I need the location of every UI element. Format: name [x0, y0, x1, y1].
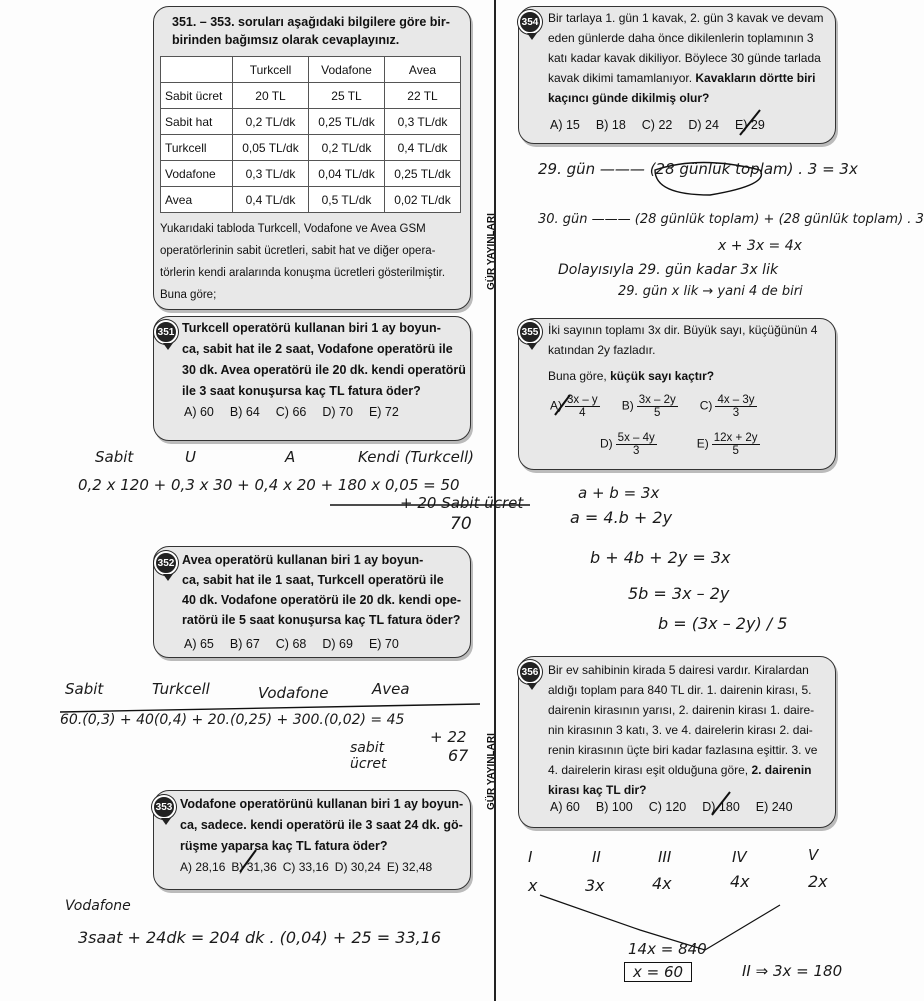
option-label: E): [696, 436, 709, 451]
question-352-badge: 352: [154, 551, 178, 575]
option-e[interactable]: E) 240: [755, 800, 793, 814]
intro-header-1: 351. – 353. soruları aşağıdaki bilgilere göre bir-: [172, 15, 450, 29]
question-line: eden günlerde daha önce dikilenlerin toplamının 3: [548, 31, 814, 45]
hw351-label-sabit: Sabit: [95, 448, 134, 466]
question-356-badge: 356: [518, 660, 542, 684]
question-line: aldığı toplam para 840 TL dir. 1. dairenin kirası, 5.: [548, 683, 812, 697]
table-cell: 0,02 TL/dk: [385, 187, 461, 213]
hw352-label-vodafone: Vodafone: [258, 684, 329, 702]
option-numerator: 3x – y: [567, 394, 598, 406]
hw352-plus: + 22: [430, 728, 467, 746]
intro-desc-line: törlerin kendi aralarında konuşma ücretleri gösterilmiştir.: [160, 267, 446, 279]
hw356-val-1: x: [528, 876, 538, 895]
hw351-plus: + 20 Sabit ücret: [400, 494, 524, 512]
option-b[interactable]: B) 18: [595, 118, 626, 132]
table-cell: 20 TL: [233, 83, 309, 109]
side-label-bottom: GÜR YAYINLARI: [486, 733, 497, 810]
table-cell: 0,4 TL/dk: [233, 187, 309, 213]
question-line: ratörü ile 5 saat konuşursa kaç TL fatura öder?: [182, 613, 461, 627]
option-numerator: 3x – 2y: [638, 394, 676, 406]
question-line: Bir ev sahibinin kirada 5 dairesi vardır. Kiralardan: [548, 663, 809, 677]
question-bold-tail: 2. dairenin: [751, 763, 812, 777]
option-c[interactable]: C) 66: [275, 405, 307, 419]
table-cell: 0,04 TL/dk: [309, 161, 385, 187]
hw355-l2: a = 4.b + 2y: [570, 508, 673, 527]
question-line: katından 2y fazladır.: [548, 343, 656, 357]
option-numerator: 4x – 3y: [717, 394, 755, 406]
hw351-total: 70: [450, 514, 472, 534]
question-line: ca, sabit hat ile 1 saat, Turkcell operatörü ile: [182, 573, 444, 587]
mark-353: [240, 850, 256, 872]
option-e[interactable]: E) 29: [734, 118, 765, 132]
option-label: C): [699, 398, 713, 413]
hw354-line4: 29. gün x lik → yani 4 de biri: [618, 284, 803, 299]
hw355-l3: b + 4b + 2y = 3x: [590, 548, 731, 567]
question-355-badge: 355: [518, 320, 542, 344]
hw352-expression: 60.(0,3) + 40(0,4) + 20.(0,25) + 300.(0,02) = 45: [60, 712, 405, 728]
table-header-avea: Avea: [385, 57, 461, 83]
hw354-line3: Dolayısıyla 29. gün kadar 3x lik: [558, 262, 779, 278]
question-line: rüşme yaparsa kaç TL fatura öder?: [180, 839, 388, 853]
table-cell: 22 TL: [385, 83, 461, 109]
option-c[interactable]: C) 22: [641, 118, 673, 132]
line-352: [60, 704, 480, 712]
option-denominator: 4: [579, 407, 586, 419]
question-line: ca, sadece. kendi operatörü ile 3 saat 24 dk. gö-: [180, 818, 463, 832]
table-cell: Turkcell: [161, 135, 233, 161]
hw353-expression: 3saat + 24dk = 204 dk . (0,04) + 25 = 33,16: [78, 928, 442, 947]
question-line: İki sayının toplamı 3x dir. Büyük sayı, küçüğünün 4: [548, 323, 818, 337]
table-cell: 0,25 TL/dk: [309, 109, 385, 135]
hw356-answer: II ⇒ 3x = 180: [742, 962, 843, 980]
option-c[interactable]: C) 68: [275, 637, 307, 651]
hw354-line2: 30. gün ——— (28 günlük toplam) + (28 günlük toplam) . 3: [538, 212, 924, 227]
hw351-label-a: A: [285, 448, 296, 466]
option-numerator: 12x + 2y: [713, 432, 758, 444]
hw356-val-4: 4x: [730, 872, 750, 891]
question-line: Avea operatörü kullanan biri 1 ay boyun-: [182, 553, 424, 567]
hw355-l1: a + b = 3x: [578, 484, 660, 502]
table-cell: Sabit hat: [161, 109, 233, 135]
table-cell: 0,4 TL/dk: [385, 135, 461, 161]
question-line: 4. dairelerin kirası eşit olduğuna göre,: [548, 763, 749, 777]
question-351-badge: 351: [154, 320, 178, 344]
hw352-label-turkcell: Turkcell: [152, 680, 210, 698]
question-line: ca, sabit hat ile 2 saat, Vodafone operatörü ile: [182, 342, 453, 356]
table-cell: 0,2 TL/dk: [233, 109, 309, 135]
intro-header-2: birinden bağımsız olarak cevaplayınız.: [172, 33, 400, 47]
hw354-line1: 29. gün ——— (28 günlük toplam) . 3 = 3x: [538, 160, 858, 178]
table-cell: 0,3 TL/dk: [385, 109, 461, 135]
table-header-vodafone: Vodafone: [309, 57, 385, 83]
hw356-roman-1: I: [528, 848, 533, 866]
hw351-label-kendi: Kendi (Turkcell): [358, 448, 475, 466]
table-cell: 25 TL: [309, 83, 385, 109]
hw356-roman-3: III: [658, 848, 672, 866]
hw356-val-3: 4x: [652, 874, 672, 893]
table-cell: 0,05 TL/dk: [233, 135, 309, 161]
option-d[interactable]: D) 30,24: [334, 860, 381, 874]
hw351-expression: 0,2 x 120 + 0,3 x 30 + 0,4 x 20 + 180 x 0,05 = 50: [78, 476, 460, 494]
option-d[interactable]: D) 24: [688, 118, 719, 132]
option-label: A): [550, 398, 562, 413]
option-denominator: 5: [654, 407, 661, 419]
intro-desc-line: Buna göre;: [160, 289, 217, 301]
question-line: Bir tarlaya 1. gün 1 kavak, 2. gün 3 kavak ve devam: [548, 11, 824, 25]
option-label: D): [600, 436, 613, 451]
option-e[interactable]: E) 70: [368, 637, 399, 651]
hw356-val-2: 3x: [585, 876, 605, 895]
mark-355: [555, 395, 570, 415]
option-denominator: 3: [732, 407, 740, 419]
option-b[interactable]: B) 31,36: [231, 860, 277, 874]
option-a[interactable]: A) 28,16: [180, 860, 226, 874]
intro-desc-line: operatörlerinin sabit ücretleri, sabit hat ve diğer opera-: [160, 245, 436, 257]
option-a[interactable]: A) 60: [550, 800, 580, 814]
question-line: 40 dk. Vodafone operatörü ile 20 dk. kendi ope-: [182, 593, 461, 607]
question-line: kavak dikimi tamamlanıyor.: [548, 71, 693, 85]
hw352-total: 67: [448, 746, 469, 765]
hw356-roman-2: II: [592, 848, 601, 866]
option-e[interactable]: E) 72: [368, 405, 399, 419]
intro-desc-line: Yukarıdaki tabloda Turkcell, Vodafone ve Avea GSM: [160, 223, 426, 235]
hw351-label-u: U: [185, 448, 196, 466]
option-numerator: 5x – 4y: [617, 432, 655, 444]
table-cell: 0,5 TL/dk: [309, 187, 385, 213]
question-prompt: küçük sayı kaçtır?: [610, 369, 715, 383]
side-label-top: GÜR YAYINLARI: [486, 213, 497, 290]
table-cell: 0,2 TL/dk: [309, 135, 385, 161]
question-line: Vodafone operatörünü kullanan biri 1 ay boyun-: [180, 797, 464, 811]
question-line: 30 dk. Avea operatörü ile 20 dk. kendi operatörü: [182, 363, 466, 377]
table-cell: Vodafone: [161, 161, 233, 187]
question-line: ile 3 saat konuşursa kaç TL fatura öder?: [182, 384, 421, 398]
question-line: katı kadar kavak dikiliyor. Böylece 30 günde tarlada: [548, 51, 821, 65]
hw355-l4: 5b = 3x – 2y: [628, 584, 730, 603]
hw352-sabit: sabit ücret: [350, 740, 387, 772]
option-c[interactable]: C) 33,16: [282, 860, 329, 874]
option-d[interactable]: D) 69: [322, 637, 353, 651]
table-cell: Sabit ücret: [161, 83, 233, 109]
option-b[interactable]: B) 64: [229, 405, 260, 419]
option-e[interactable]: E) 32,48: [386, 860, 433, 874]
option-a[interactable]: A) 60: [184, 405, 214, 419]
hw352-label-sabit: Sabit: [65, 680, 104, 698]
question-prompt-plain: Buna göre,: [548, 369, 607, 383]
question-line: dairenin kirasının yarısı, 2. dairenin kirası 1. daire-: [548, 703, 815, 717]
option-b[interactable]: B) 100: [595, 800, 633, 814]
hw352-label-avea: Avea: [372, 680, 410, 698]
option-c[interactable]: C) 120: [648, 800, 687, 814]
option-d[interactable]: D) 70: [322, 405, 353, 419]
hw355-l5: b = (3x – 2y) / 5: [658, 614, 788, 633]
option-d[interactable]: D) 180: [702, 800, 740, 814]
table-cell: Avea: [161, 187, 233, 213]
option-a[interactable]: A) 15: [550, 118, 580, 132]
hw353-label: Vodafone: [65, 898, 131, 914]
table-cell: 0,3 TL/dk: [233, 161, 309, 187]
option-a[interactable]: A) 65: [184, 637, 214, 651]
question-prompt: kirası kaç TL dir?: [548, 783, 647, 797]
hw356-sum: 14x = 840: [628, 940, 707, 958]
hw356-val-5: 2x: [808, 872, 828, 891]
hw356-roman-5: V: [808, 846, 819, 864]
hw356-roman-4: IV: [732, 848, 747, 866]
question-prompt: kaçıncı günde dikilmiş olur?: [548, 91, 710, 105]
table-cell: 0,25 TL/dk: [385, 161, 461, 187]
option-denominator: 5: [732, 445, 739, 457]
hw356-x: x = 60: [624, 962, 692, 982]
option-denominator: 3: [633, 445, 640, 457]
question-354-badge: 354: [518, 10, 542, 34]
question-line: nin kirasının 3 katı, 3. ve 4. dairelerin kirası 2. dai-: [548, 723, 813, 737]
table-header-turkcell: Turkcell: [233, 57, 309, 83]
question-bold-tail: Kavakların dörtte biri: [695, 71, 816, 85]
question-353-badge: 353: [152, 795, 176, 819]
question-line: Turkcell operatörü kullanan biri 1 ay boyun-: [182, 321, 441, 335]
mark-354: [740, 110, 760, 135]
hw354-line2b: x + 3x = 4x: [718, 238, 802, 254]
option-label: B): [621, 398, 634, 413]
question-line: renin kirasının üçte biri kadar fazlasına eşittir. 3. ve: [548, 743, 818, 757]
mark-356: [712, 792, 730, 815]
option-b[interactable]: B) 67: [229, 637, 260, 651]
